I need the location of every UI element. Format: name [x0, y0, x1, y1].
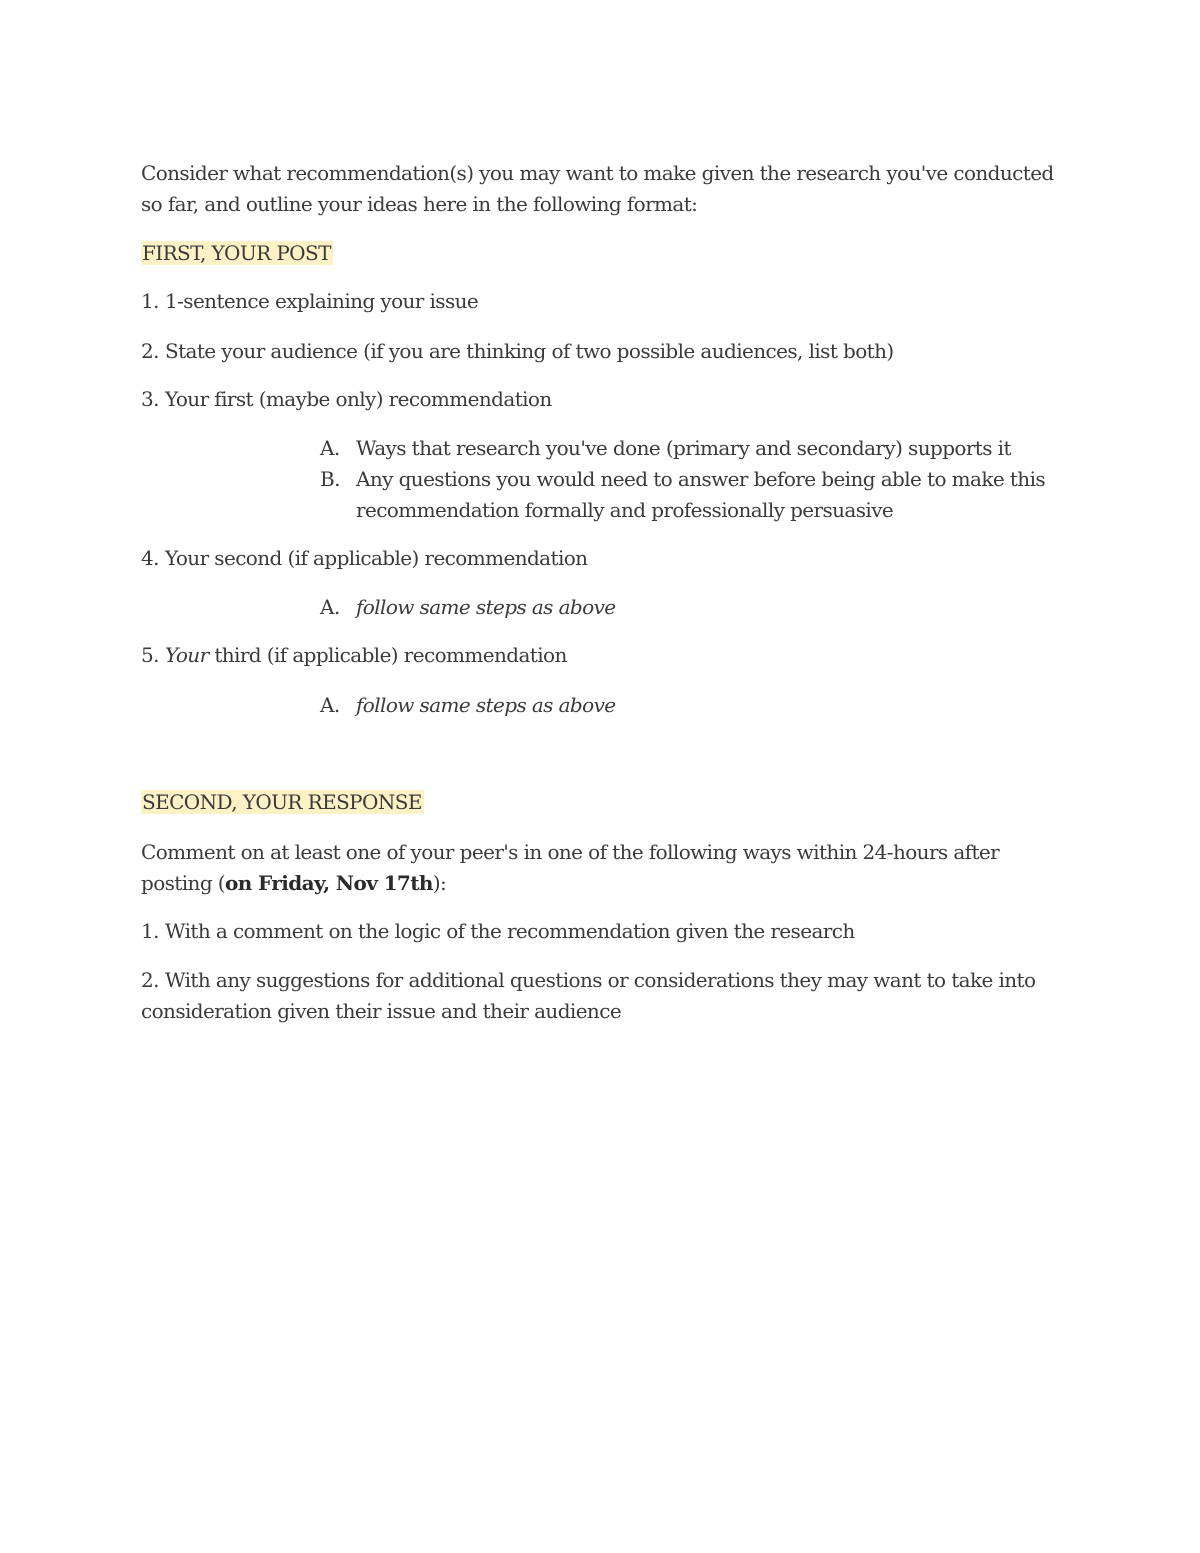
list-item-text: With any suggestions for additional questions or considerations they may want to take into	[165, 968, 1036, 992]
paragraph-text: posting (	[141, 871, 225, 895]
section-heading-second	[141, 787, 424, 818]
intro-line-1: Consider what recommendation(s) you may want to make given the research you've conducted	[141, 161, 1054, 185]
response-paragraph-line-1: Comment on at least one of your peer's in one of the following ways within 24-hours after	[141, 840, 1000, 864]
list-item-text: Your second (if applicable) recommendation	[165, 546, 588, 570]
list-number: 1.	[141, 289, 159, 313]
list-item-text-italic: Your	[165, 643, 209, 667]
list-number: 1.	[141, 919, 159, 943]
sub-list-letter: A.	[320, 693, 340, 717]
list-item-continuation: consideration given their issue and their audience	[141, 999, 622, 1023]
sub-list-text: Any questions you would need to answer before being able to make this	[356, 467, 1046, 491]
response-paragraph-line-2	[141, 868, 446, 899]
list-number: 2.	[141, 339, 159, 363]
highlighted-heading: SECOND, YOUR RESPONSE	[142, 790, 422, 814]
sub-list-letter: A.	[320, 595, 340, 619]
sub-list-text: Ways that research you've done (primary and secondary) supports it	[356, 436, 1011, 460]
list-item	[141, 286, 478, 317]
list-number: 3.	[141, 387, 159, 411]
list-number: 2.	[141, 968, 159, 992]
highlighted-heading: FIRST, YOUR POST	[142, 241, 331, 265]
sub-list-text: recommendation formally and professionally persuasive	[356, 498, 894, 522]
sub-list-letter: B.	[320, 467, 340, 491]
list-item-text: Your first (maybe only) recommendation	[165, 387, 552, 411]
intro-line-2: so far, and outline your ideas here in the following format:	[141, 192, 698, 216]
list-item	[141, 384, 552, 415]
sub-list-text: follow same steps as above	[356, 595, 616, 619]
sub-list-text: follow same steps as above	[356, 693, 616, 717]
list-item	[141, 916, 855, 947]
list-item-text: With a comment on the logic of the recommendation given the research	[165, 919, 855, 943]
list-item-text: third (if applicable) recommendation	[214, 643, 567, 667]
paragraph-text: ):	[432, 871, 447, 895]
sub-list-letter: A.	[320, 436, 340, 460]
list-item	[141, 336, 894, 367]
section-heading-first	[141, 238, 333, 269]
list-item	[141, 543, 587, 574]
list-number: 5.	[141, 643, 159, 667]
list-item	[141, 965, 1035, 996]
list-item	[141, 640, 567, 671]
due-date: on Friday, Nov 17th	[225, 871, 433, 895]
list-item-text: State your audience (if you are thinking of two possible audiences, list both)	[165, 339, 894, 363]
list-number: 4.	[141, 546, 159, 570]
list-item-text: 1-sentence explaining your issue	[165, 289, 479, 313]
